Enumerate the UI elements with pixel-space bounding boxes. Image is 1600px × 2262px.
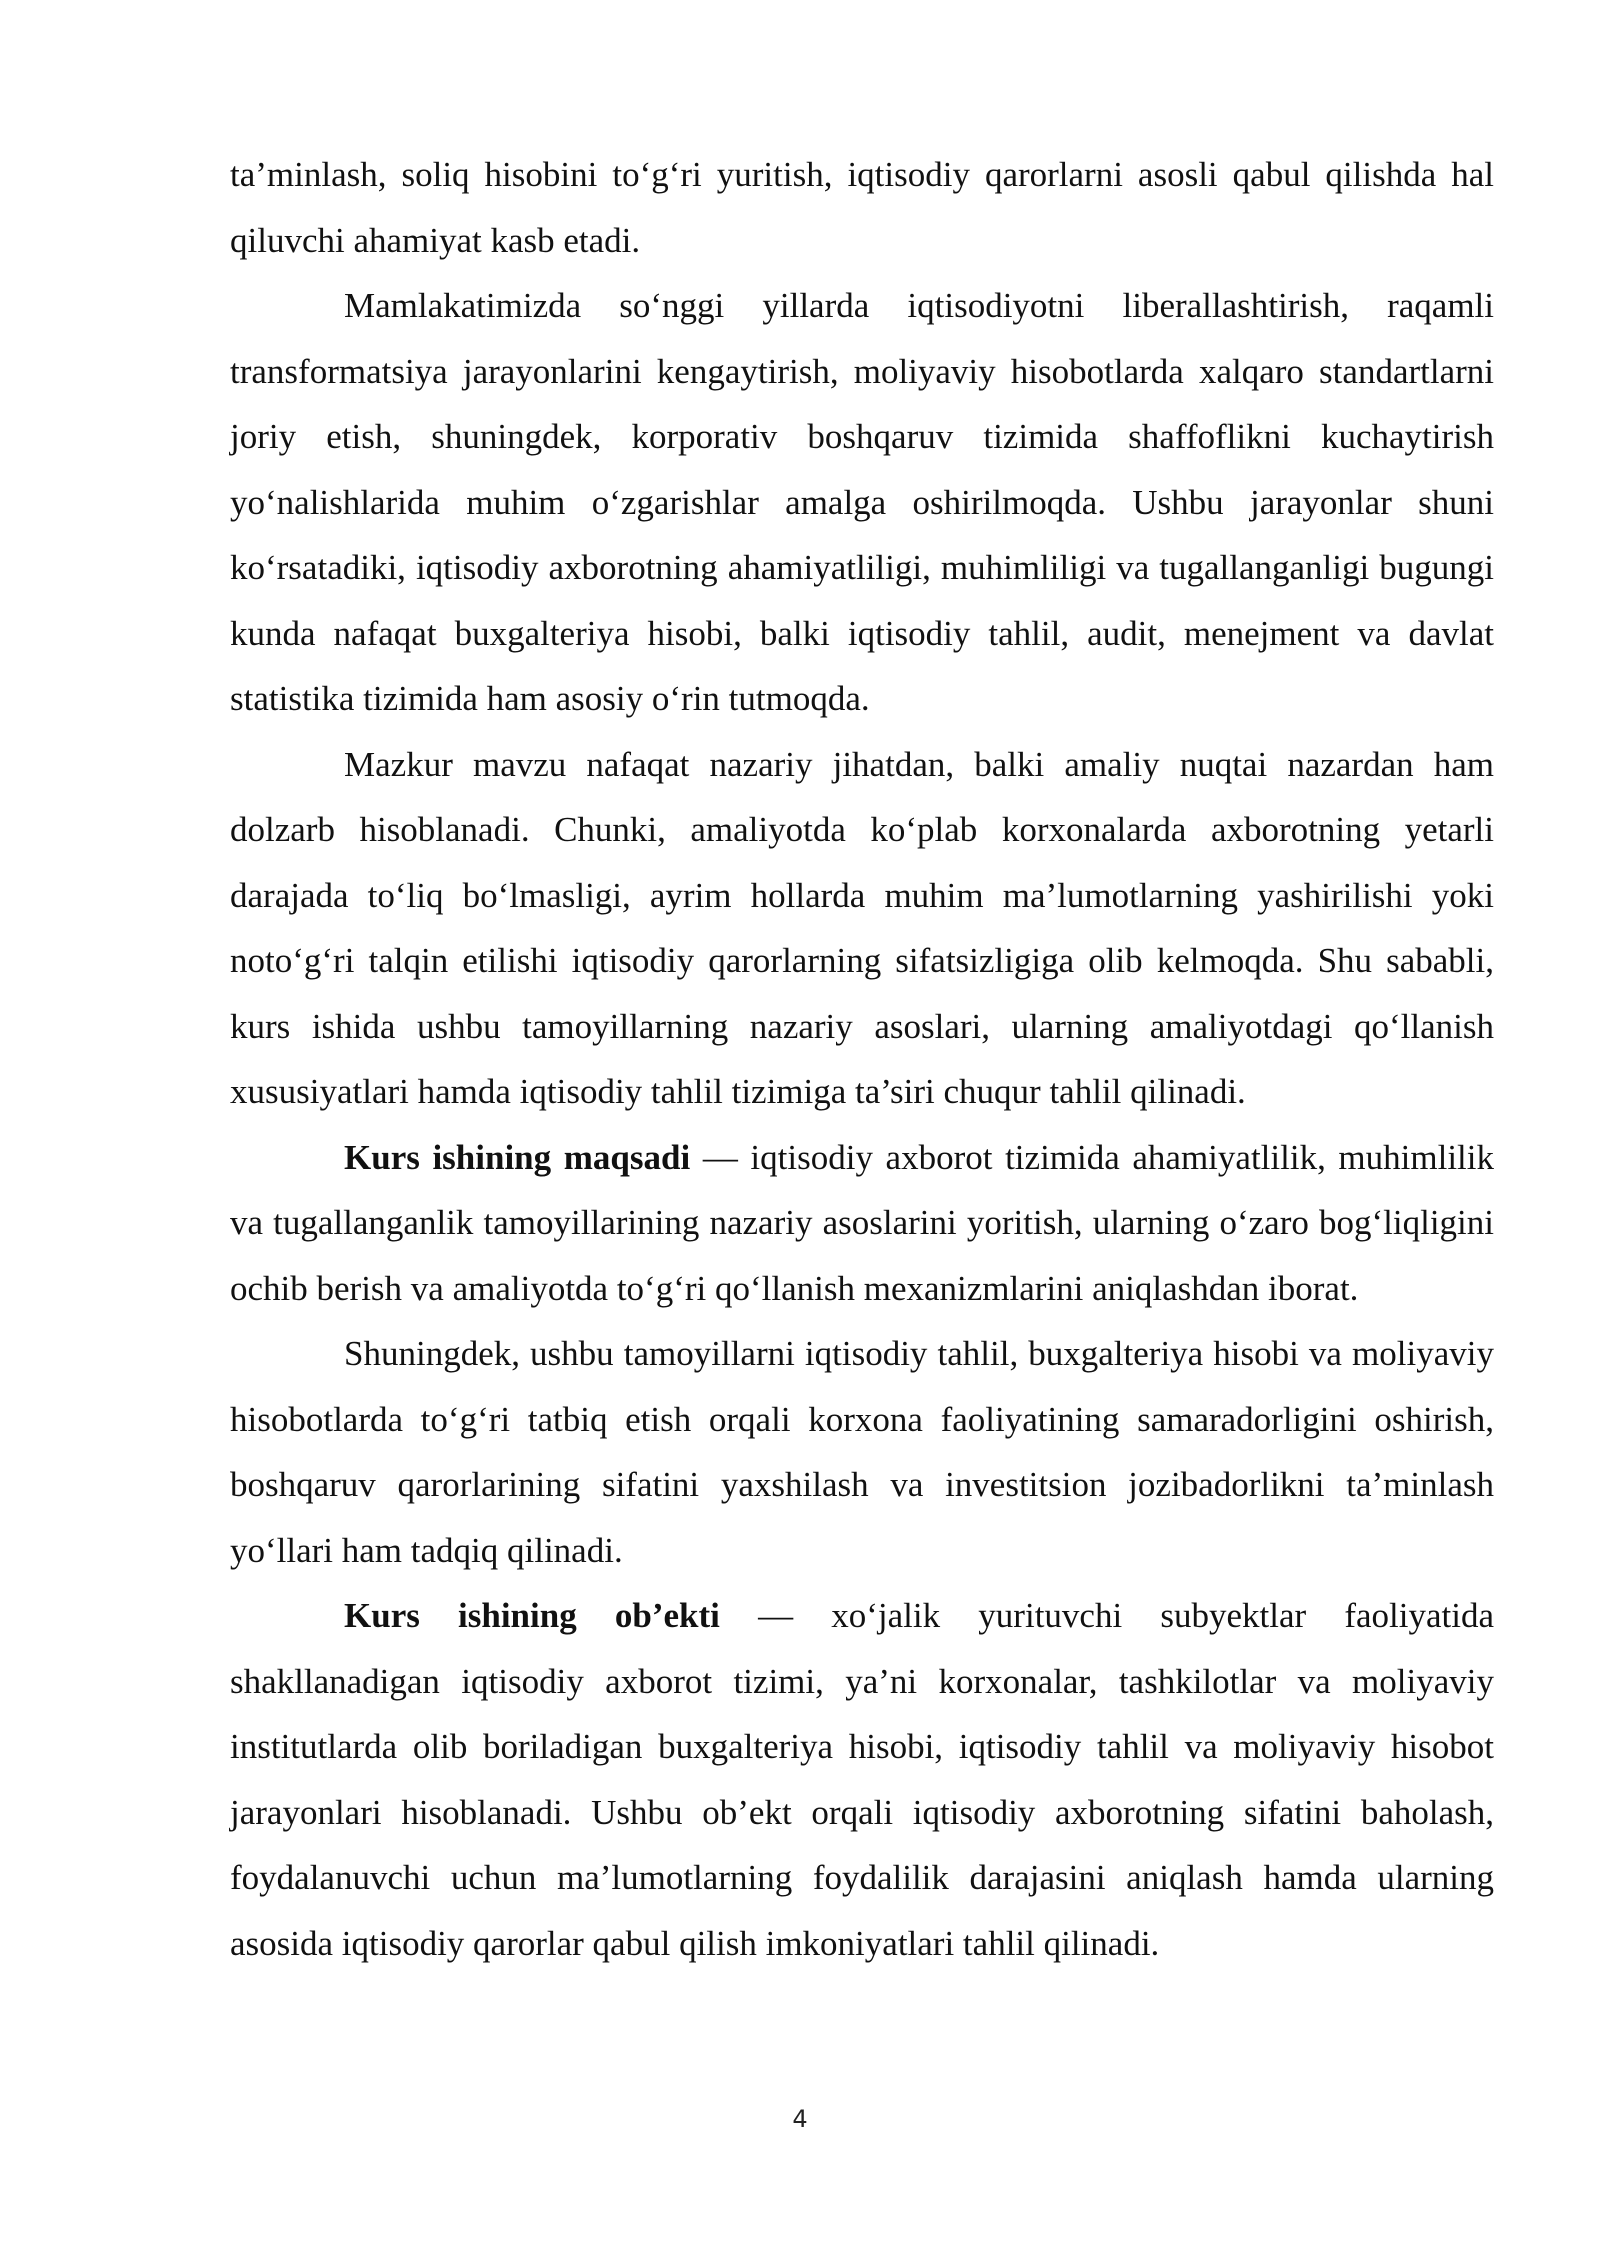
paragraph-continuation bbox=[230, 142, 1494, 273]
page-number: 4 bbox=[792, 2105, 808, 2133]
paragraph-lead-object: Kurs ishining ob’ekti bbox=[344, 1596, 720, 1635]
paragraph-object bbox=[230, 1583, 1494, 1976]
paragraph-goal bbox=[230, 1125, 1494, 1322]
paragraph-reforms bbox=[230, 273, 1494, 732]
paragraph-text: ta’minlash, soliq hisobini to‘g‘ri yuritish, iqtisodiy qarorlarni asosli qabul qilishda hal qiluvchi ahamiyat kasb etadi. bbox=[230, 155, 1494, 260]
paragraph-relevance bbox=[230, 732, 1494, 1125]
paragraph-additional bbox=[230, 1321, 1494, 1583]
paragraph-text: — xo‘jalik yurituvchi subyektlar faoliyatida shakllanadigan iqtisodiy axborot tizimi, ya’ni korxonalar, tashkilotlar va moliyaviy institutlarda olib boriladigan buxgalteriya hisobi, iqtisodiy tahlil va moliyaviy hisobot jarayonlari hisoblanadi. Ushbu ob’ekt orqali iqtisodiy axborotning sifatini baholash, foydalanuvchi uchun ma’lumotlarning foydalilik darajasini aniqlash hamda ularning asosida iqtisodiy qarorlar qabul qilish imkoniyatlari tahlil qilinadi. bbox=[230, 1596, 1494, 1963]
paragraph-text: Mazkur mavzu nafaqat nazariy jihatdan, balki amaliy nuqtai nazardan ham dolzarb hisoblanadi. Chunki, amaliyotda ko‘plab korxonalarda axborotning yetarli darajada to‘liq bo‘lmasligi, ayrim hollarda muhim ma’lumotlarning yashirilishi yoki noto‘g‘ri talqin etilishi iqtisodiy qarorlarning sifatsizligiga olib kelmoqda. Shu sababli, kurs ishida ushbu tamoyillarning nazariy asoslari, ularning amaliyotdagi qo‘llanish xususiyatlari hamda iqtisodiy tahlil tizimiga ta’siri chuqur tahlil qilinadi. bbox=[230, 744, 1494, 1111]
document-body bbox=[230, 142, 1494, 1976]
paragraph-text: Mamlakatimizda so‘nggi yillarda iqtisodiyotni liberallashtirish, raqamli transformatsiya jarayonlarini kengaytirish, moliyaviy hisobotlarda xalqaro standartlarni joriy etish, shuningdek, korporativ boshqaruv tizimida shaffoflikni kuchaytirish yo‘nalishlarida muhim o‘zgarishlar amalga oshirilmoqda. Ushbu jarayonlar shuni ko‘rsatadiki, iqtisodiy axborotning ahamiyatliligi, muhimliligi va tugallanganligi bugungi kunda nafaqat buxgalteriya hisobi, balki iqtisodiy tahlil, audit, menejment va davlat statistika tizimida ham asosiy o‘rin tutmoqda. bbox=[230, 286, 1494, 718]
paragraph-text: — iqtisodiy axborot tizimida ahamiyatlilik, muhimlilik va tugallanganlik tamoyillarining nazariy asoslarini yoritish, ularning o‘zaro bog‘liqligini ochib berish va amaliyotda to‘g‘ri qo‘llanish mexanizmlarini aniqlashdan iborat. bbox=[230, 1137, 1494, 1308]
paragraph-text: Shuningdek, ushbu tamoyillarni iqtisodiy tahlil, buxgalteriya hisobi va moliyaviy hisobotlarda to‘g‘ri tatbiq etish orqali korxona faoliyatining samaradorligini oshirish, boshqaruv qarorlarining sifatini yaxshilash va investitsion jozibadorlikni ta’minlash yo‘llari ham tadqiq qilinadi. bbox=[230, 1334, 1494, 1570]
paragraph-lead-goal: Kurs ishining maqsadi bbox=[344, 1137, 691, 1177]
